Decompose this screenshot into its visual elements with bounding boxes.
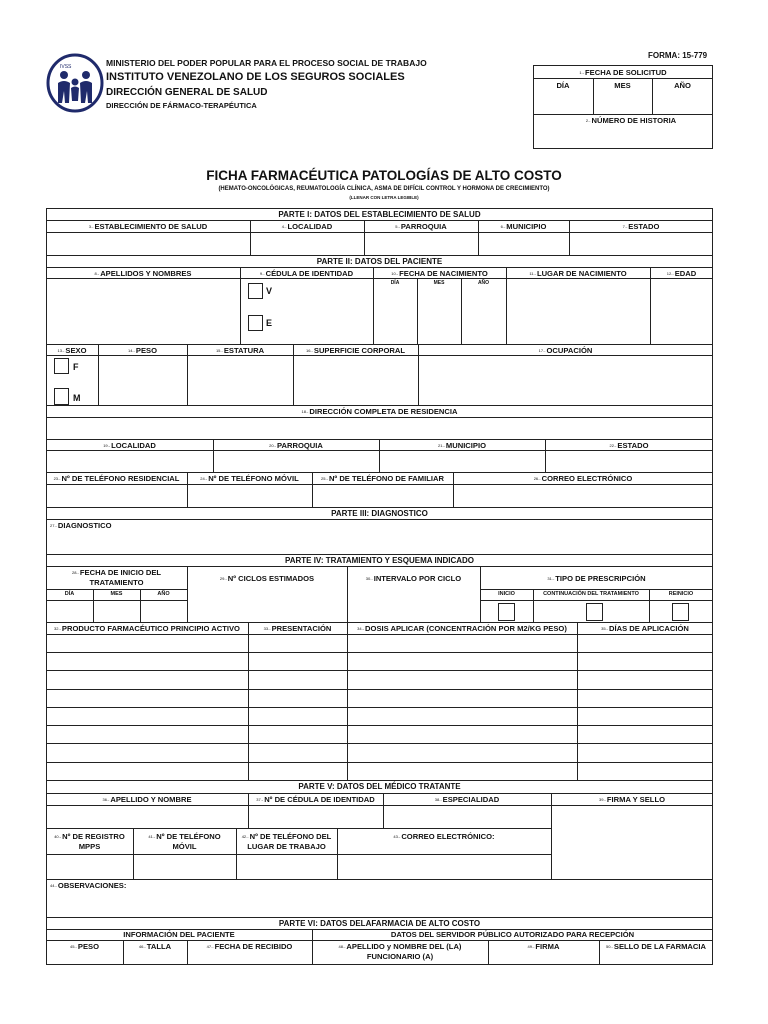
application-days-label: $^{35.-}$DÍAS DE APLICACIÓN bbox=[601, 624, 689, 633]
ivss-logo bbox=[46, 53, 104, 113]
request-date-label: $^{1.-}$FECHA DE SOLICITUD bbox=[579, 68, 667, 77]
product-rows-area[interactable] bbox=[47, 635, 712, 780]
sex-male-checkbox[interactable] bbox=[54, 388, 69, 405]
form-subtitle: (HEMATO-ONCOLÓGICAS, REUMATOLOGÍA CLÍNICA, ASMA DE DIFÍCIL CONTROL Y HORMONA DE CRECIMIENTO) bbox=[218, 186, 550, 192]
patient-name-label: $^{8.-}$APELLIDOS Y NOMBRES bbox=[94, 269, 192, 278]
observations-field[interactable] bbox=[47, 891, 712, 916]
doctor-mobile-label: $^{41.-}$Nº DE TELÉFONO MÓVIL bbox=[148, 832, 221, 851]
id-foreign-label: E bbox=[266, 318, 273, 328]
establishment-state-field[interactable] bbox=[570, 233, 712, 255]
diagnosis-label: $^{27.-}$DIAGNOSTICO bbox=[50, 521, 112, 530]
family-phone-label: $^{25.-}$Nº DE TELÉFONO DE FAMILIAR bbox=[321, 474, 444, 483]
home-phone-label: $^{23.-}$Nº DE TELÉFONO RESIDENCIAL bbox=[53, 474, 180, 483]
svg-text:IVSS: IVSS bbox=[60, 64, 72, 70]
prescription-start-checkbox[interactable] bbox=[498, 603, 515, 621]
request-day-label: DÍA bbox=[556, 81, 570, 90]
doctor-name-label: $^{36.-}$APELLIDO Y NOMBRE bbox=[102, 795, 192, 804]
observations-label: $^{44.-}$OBSERVACIONES: bbox=[50, 881, 127, 890]
treatment-start-label: $^{28.-}$FECHA DE INICIO DEL TRATAMIENTO bbox=[71, 568, 162, 587]
form-number: FORMA: 15-779 bbox=[648, 51, 708, 60]
official-signature-label: $^{49.-}$FIRMA bbox=[527, 942, 560, 951]
sex-label: $^{13.-}$SEXO bbox=[57, 346, 87, 355]
official-name-label: $^{48.-}$APELLIDO y NOMBRE DEL (LA) FUNCIONARIO (A) bbox=[338, 942, 462, 961]
birth-place-label: $^{11.-}$LUGAR DE NACIMIENTO bbox=[529, 269, 627, 278]
establishment-locality-field[interactable] bbox=[251, 233, 364, 255]
institute-name: INSTITUTO VENEZOLANO DE LOS SEGUROS SOCIALES bbox=[106, 71, 405, 83]
parte6-title: PARTE VI: DATOS DELAFARMACIA DE ALTO COSTO bbox=[278, 919, 481, 928]
request-year-label: AÑO bbox=[674, 81, 691, 90]
mpps-registry-label: $^{40.-}$Nº DE REGISTRO MPPS bbox=[54, 832, 125, 851]
weight-label: $^{14.-}$PESO bbox=[127, 346, 157, 355]
address-field[interactable] bbox=[47, 418, 712, 439]
id-venezuelan-label: V bbox=[266, 286, 273, 296]
received-date-label: $^{47.-}$FECHA DE RECIBIDO bbox=[206, 942, 293, 951]
occupation-label: $^{17.-}$OCUPACIÓN bbox=[538, 346, 593, 355]
doctor-signature-label: $^{39.-}$FIRMA Y SELLO bbox=[599, 795, 665, 804]
doctor-id-label: $^{37.-}$Nº DE CÉDULA DE IDENTIDAD bbox=[256, 795, 375, 804]
sex-female-checkbox[interactable] bbox=[54, 358, 69, 374]
form-title: FICHA FARMACÉUTICA PATOLOGÍAS DE ALTO COSTO bbox=[206, 168, 562, 183]
product-label: $^{32.-}$PRODUCTO FARMACÉUTICO PRINCIPIO ACTIVO bbox=[54, 624, 240, 633]
sex-female-label: F bbox=[73, 362, 79, 372]
doctor-email-label: $^{43.-}$CORREO ELECTRÓNICO: bbox=[393, 832, 495, 841]
body-surface-label: $^{16.-}$SUPERFICIE CORPORAL bbox=[305, 346, 406, 355]
parte4-title: PARTE IV: TRATAMIENTO Y ESQUEMA INDICADO bbox=[284, 556, 475, 565]
id-foreign-checkbox[interactable] bbox=[248, 315, 263, 331]
pharmacy-height-label: $^{46.-}$TALLA bbox=[138, 942, 172, 951]
establishment-state-label: $^{7.-}$ESTADO bbox=[622, 222, 660, 231]
treatment-day-label: DÍA bbox=[64, 591, 75, 597]
establishment-locality-label: $^{4.-}$LOCALIDAD bbox=[281, 222, 333, 231]
estimated-cycles-label: $^{29.-}$Nº CICLOS ESTIMADOS bbox=[219, 574, 315, 583]
mobile-phone-label: $^{24.-}$Nº DE TELÉFONO MÓVIL bbox=[200, 474, 299, 483]
diagnosis-field[interactable] bbox=[47, 531, 712, 554]
residence-locality-label: $^{19.-}$LOCALIDAD bbox=[103, 441, 156, 450]
patient-id-label: $^{9.-}$CÉDULA DE IDENTIDAD bbox=[259, 269, 354, 278]
prescription-start-label: INICIO bbox=[498, 591, 515, 597]
treatment-year-label: AÑO bbox=[157, 591, 170, 597]
ministry-name: MINISTERIO DEL PODER POPULAR PARA EL PROCESO SOCIAL DE TRABAJO bbox=[106, 58, 427, 68]
birth-day-label: DÍA bbox=[390, 280, 400, 286]
work-phone-label: $^{42.-}$Nº DE TELÉFONO DEL LUGAR DE TRABAJO bbox=[241, 832, 332, 851]
parte3-title: PARTE III: DIAGNOSTICO bbox=[331, 509, 428, 518]
subdirection-name: DIRECCIÓN DE FÁRMACO-TERAPÉUTICA bbox=[106, 101, 257, 110]
dose-label: $^{34.-}$DOSIS APLICAR (CONCENTRACIÓN POR M2/KG PESO) bbox=[357, 624, 567, 633]
establishment-municipality-label: $^{6.-}$MUNICIPIO bbox=[500, 222, 547, 231]
parte1-title: PARTE I: DATOS DEL ESTABLECIMIENTO DE SALUD bbox=[278, 210, 481, 219]
presentation-label: $^{33.-}$PRESENTACIÓN bbox=[263, 624, 332, 633]
sex-male-label: M bbox=[73, 393, 81, 403]
doctor-specialty-label: $^{38.-}$ESPECIALIDAD bbox=[434, 795, 500, 804]
health-establishment-label: $^{3.-}$ESTABLECIMIENTO DE SALUD bbox=[88, 222, 208, 231]
pharmacy-weight-label: $^{45.-}$PESO bbox=[69, 942, 99, 951]
treatment-month-label: MES bbox=[110, 591, 123, 597]
prescription-continuation-checkbox[interactable] bbox=[586, 603, 603, 621]
patient-info-label: INFORMACIÓN DEL PACIENTE bbox=[123, 930, 235, 939]
establishment-municipality-field[interactable] bbox=[479, 233, 569, 255]
address-label: $^{18.-}$DIRECCIÓN COMPLETA DE RESIDENCIA bbox=[301, 407, 458, 416]
age-label: $^{12.-}$EDAD bbox=[666, 269, 697, 278]
prescription-restart-checkbox[interactable] bbox=[672, 603, 689, 621]
health-establishment-field[interactable] bbox=[47, 233, 250, 255]
prescription-continuation-label: CONTINUACIÓN DEL TRATAMIENTO bbox=[543, 591, 639, 597]
direction-name: DIRECCIÓN GENERAL DE SALUD bbox=[106, 87, 268, 98]
history-number-label: $^{2.-}$NÚMERO DE HISTORIA bbox=[585, 116, 677, 125]
prescription-restart-label: REINICIO bbox=[668, 591, 694, 597]
height-label: $^{15.-}$ESTATURA bbox=[215, 346, 265, 355]
request-month-label: MES bbox=[614, 81, 631, 90]
birth-year-label: AÑO bbox=[477, 280, 490, 286]
residence-parish-label: $^{20.-}$PARROQUIA bbox=[269, 441, 323, 450]
birth-month-label: MES bbox=[433, 280, 445, 286]
public-servant-label: DATOS DEL SERVIDOR PÚBLICO AUTORIZADO PARA RECEPCIÓN bbox=[390, 930, 635, 939]
parte2-title: PARTE II: DATOS DEL PACIENTE bbox=[316, 257, 443, 266]
establishment-parish-label: $^{5.-}$PARROQUIA bbox=[395, 222, 447, 231]
prescription-type-label: $^{31.-}$TIPO DE PRESCRIPCIÓN bbox=[547, 574, 646, 583]
birth-date-label: $^{10.-}$FECHA DE NACIMIENTO bbox=[391, 269, 488, 278]
id-venezuelan-checkbox[interactable] bbox=[248, 283, 263, 299]
residence-state-label: $^{22.-}$ESTADO bbox=[609, 441, 649, 450]
patient-email-label: $^{26.-}$CORREO ELECTRÓNICO bbox=[533, 474, 633, 483]
cycle-interval-label: $^{30.-}$INTERVALO POR CICLO bbox=[365, 574, 462, 583]
parte5-title: PARTE V: DATOS DEL MÉDICO TRATANTE bbox=[298, 782, 461, 791]
form-note: (LLENAR CON LETRA LEGIBLE) bbox=[349, 195, 419, 200]
establishment-parish-field[interactable] bbox=[365, 233, 478, 255]
residence-municipality-label: $^{21.-}$MUNICIPIO bbox=[438, 441, 486, 450]
pharmacy-stamp-label: $^{50.-}$SELLO DE LA FARMACIA bbox=[605, 942, 706, 951]
